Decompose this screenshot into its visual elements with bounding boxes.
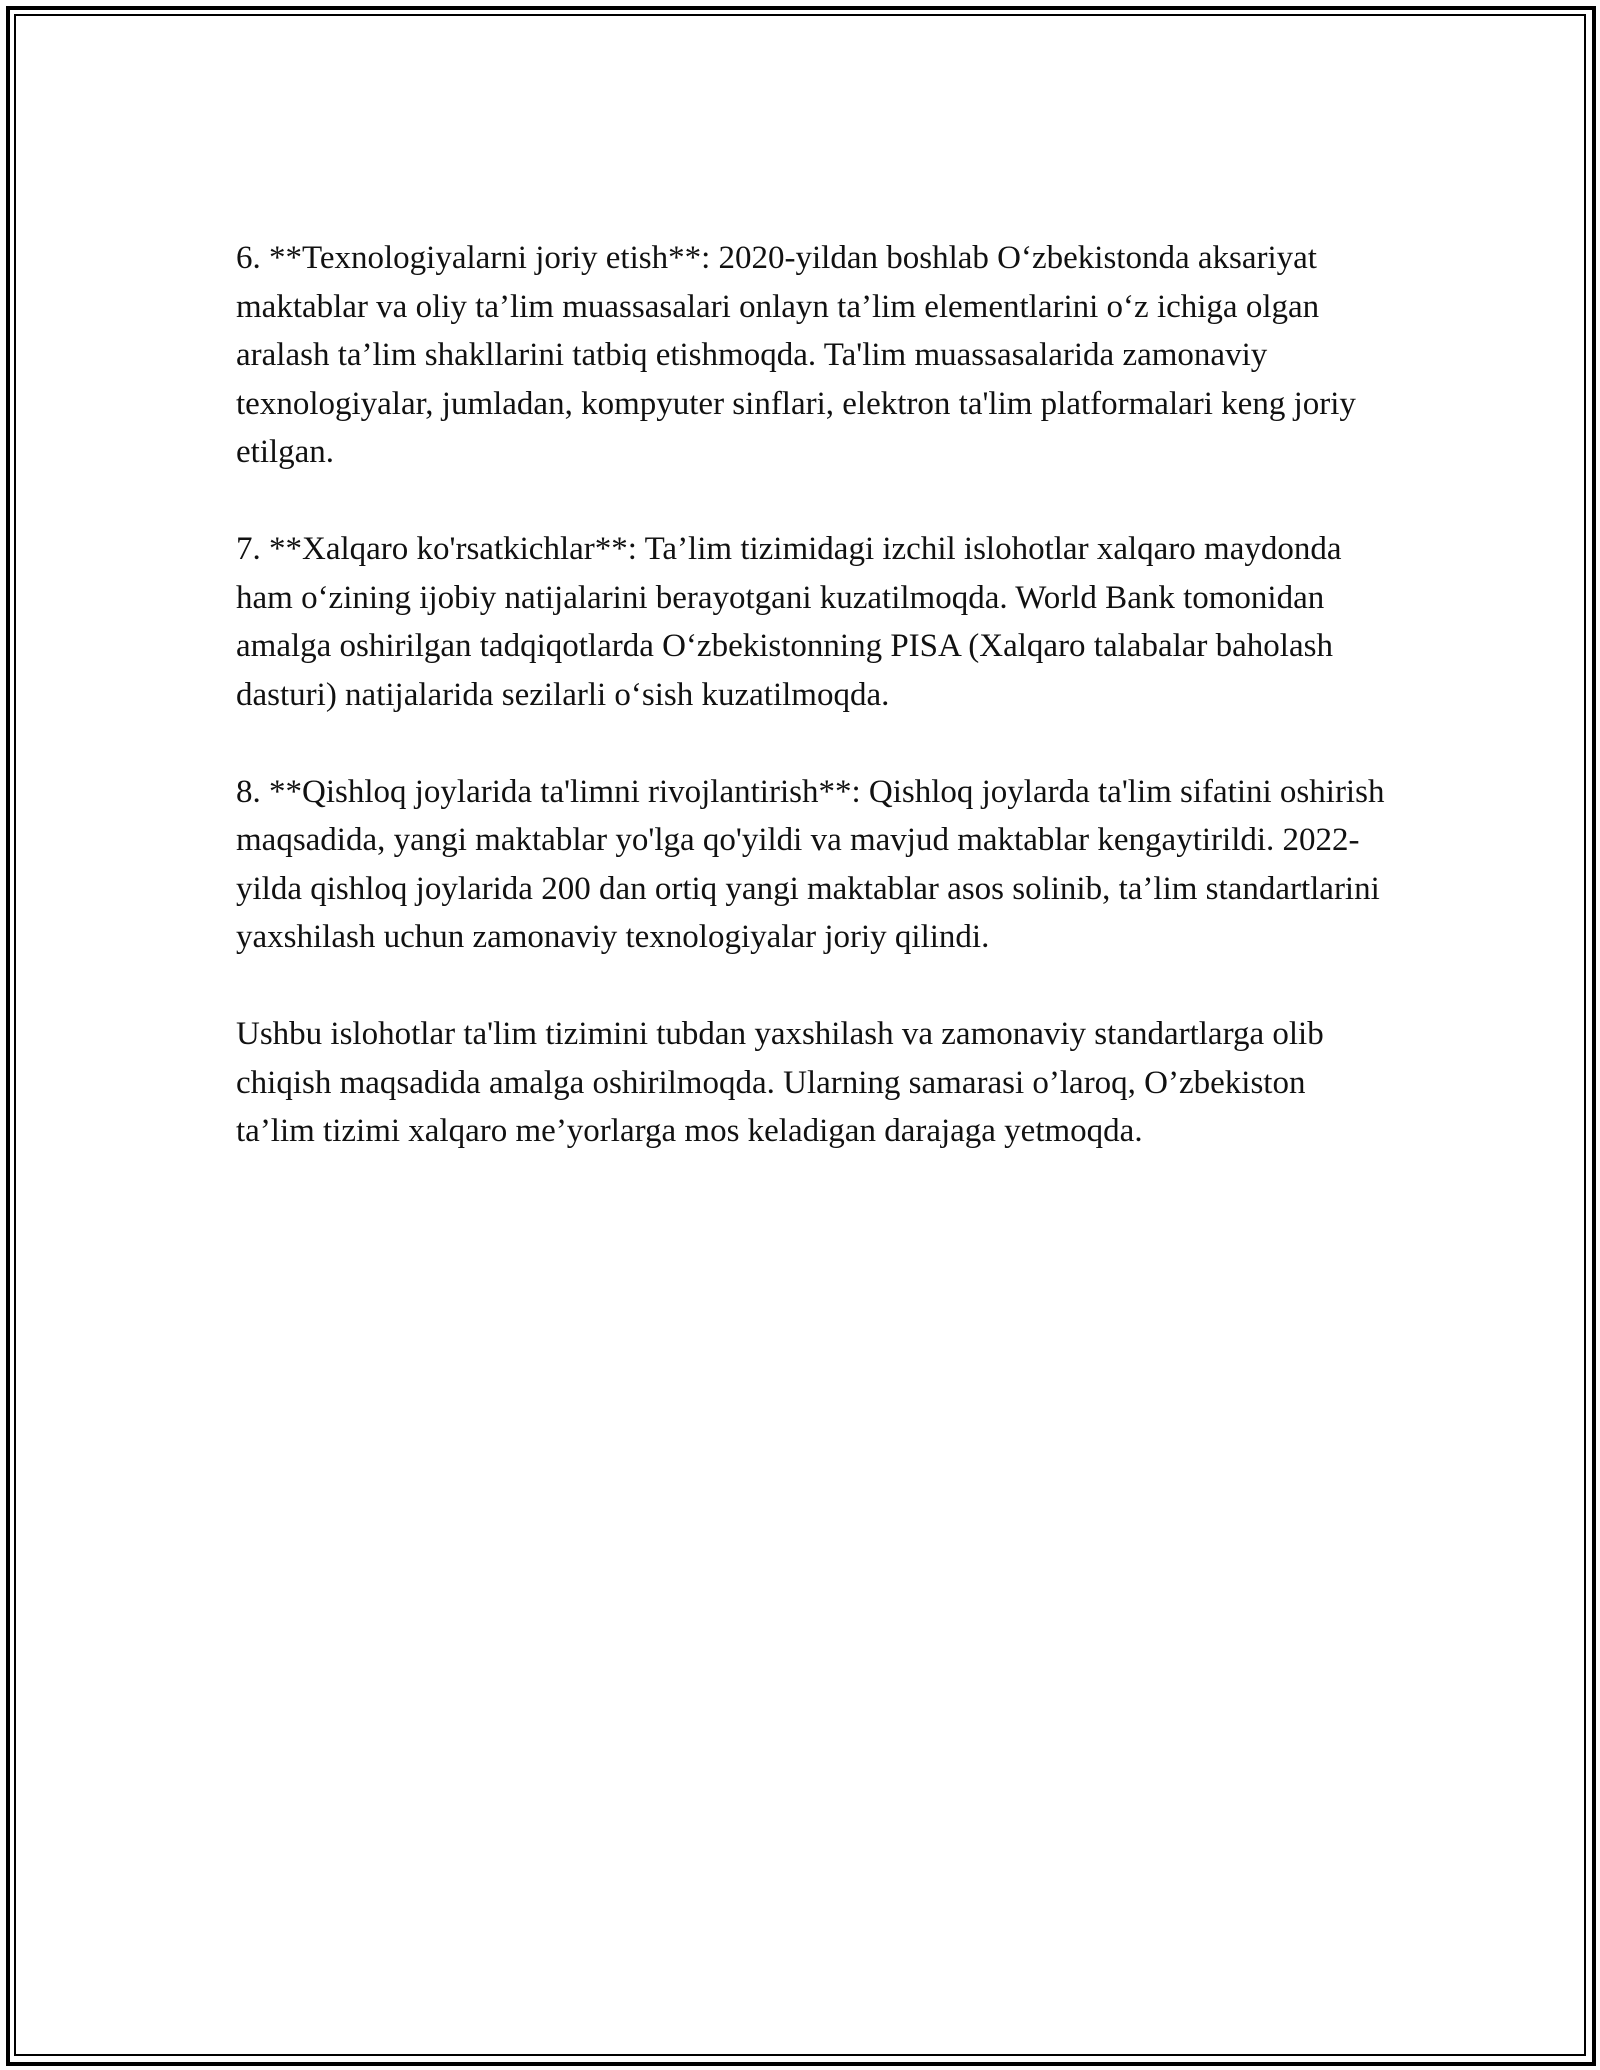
paragraph-rural-education: 8. **Qishloq joylarida ta'limni rivojlantirish**: Qishloq joylarda ta'lim sifatini oshirish maqsadida, yangi maktablar yo'lga qo'yildi va mavjud maktablar kengaytirildi. 2022-yilda qishloq joylarida 200 dan ortiq yangi maktablar asos solinib, ta’lim standartlarini yaxshilash uchun zamonaviy texnologiyalar joriy qilindi.: [236, 773, 1385, 955]
paragraph-technology: 6. **Texnologiyalarni joriy etish**: 2020-yildan boshlab O‘zbekistonda aksariyat maktablar va oliy ta’lim muassasalari onlayn ta’lim elementlarini o‘z ichiga olgan aralash ta’lim shakllarini tatbiq etishmoqda. Ta'lim muassasalarida zamonaviy texnologiyalar, jumladan, kompyuter sinflari, elektron ta'lim platformalari keng joriy etilgan.: [236, 240, 1356, 470]
paragraph-conclusion: Ushbu islohotlar ta'lim tizimini tubdan yaxshilash va zamonaviy standartlarga olib chiqish maqsadida amalga oshirilmoqda. Ularning samarasi o’laroq, O’zbekiston ta’lim tizimi xalqaro me’yorlarga mos keladigan darajaga yetmoqda.: [236, 1016, 1324, 1149]
paragraph-international-indicators: 7. **Xalqaro ko'rsatkichlar**: Ta’lim tizimidagi izchil islohotlar xalqaro maydonda ham o‘zining ijobiy natijalarini berayotgani kuzatilmoqda. World Bank tomonidan amalga oshirilgan tadqiqotlarda O‘zbekistonning PISA (Xalqaro talabalar baholash dasturi) natijalarida sezilarli o‘sish kuzatilmoqda.: [236, 531, 1342, 713]
document-body: [236, 234, 1386, 1156]
